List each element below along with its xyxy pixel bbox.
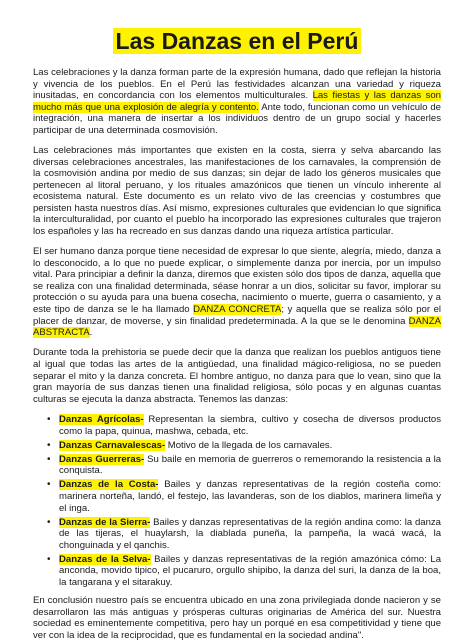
list-term: Danzas Carnavalescas-	[59, 439, 166, 451]
list-term: Danzas de la Sierra-	[59, 516, 151, 528]
list-item: • Danzas Guerreras- Su baile en memoria de guerreros o rememorando la resistencia a la conquista.	[59, 454, 441, 477]
document-title: Las Danzas en el Perú	[33, 26, 441, 56]
list-item: • Danzas Agrícolas- Representan la siembra, cultivo y cosecha de diversos productos como la papa, quinua, mashwa, cebada, etc.	[59, 414, 441, 437]
highlighted-sentence: Las fiestas y las danzas son mucho más que una explosión de alegría y contento.	[33, 90, 441, 113]
list-item: • Danzas de la Costa- Bailes y danzas representativas de la región costeña como: marinera norteña, landó, el festejo, las lavanderas, son de los diablos, marinera limeña y el inga.	[59, 479, 441, 514]
list-item: • Danzas de la Sierra- Bailes y danzas representativas de la región andina como: la danza de las tijeras, el huaylarsh, la diablada puneña, la pampeña, la wacá wacá, la chonguinada y el qanchis.	[59, 517, 441, 552]
list-term: Danzas de la Costa-	[59, 479, 159, 491]
list-item: • Danzas Carnavalescas- Motivo de la llegada de los carnavales.	[59, 440, 441, 452]
prehistory-paragraph: Durante toda la prehistoria se puede decir que la danza que realizan los pueblos antiguos tiene al igual que todas las artes de la antigüedad, una finalidad mágico-religiosa, no se pueden separar el mito y la danza concreta. El hombre antiguo, no danza para que lo vean, sino que la gran mayoría de sus danzas tienen una finalidad religiosa, sólo pocas y en algunas cuantas culturas se ejecuta la danza abstracta. Tenemos las danzas:	[33, 347, 441, 405]
dance-types-paragraph: El ser humano danza porque tiene necesidad de expresar lo que siente, alegría, miedo, danza a lo desconocido, a lo que no puede explicar, o simplemente danza por inercia, por un impulso vital. Para principiar a definir la danza, diremos que existen sólo dos tipos de danza, aquella que se realiza con una finalidad determinada, séase honrar a un dios, solicitar su favor, implorar su protección o su ayuda para una buena cosecha, nacimiento o muerte, guerra o casamiento, y a este tipo de danza se le ha llamado DANZA CONCRETA; y aquella que se realiza sólo por el placer de danzar, de moverse, y sin finalidad predeterminada. A la que se le denomina DANZA ABSTRACTA.	[33, 246, 442, 339]
dance-list	[33, 414, 441, 589]
list-term: Danzas Agrícolas-	[59, 413, 144, 425]
highlight-danza-abstracta: DANZA ABSTRACTA	[33, 315, 441, 339]
conclusion-paragraph: En conclusión nuestro país se encuentra ubicado en una zona privilegiada donde nacieron y se desarrollaron las más antiguas y prósperas culturas originarias de América del sur. Nuestra sociedad es eminentemente competitiva, pero hay un porqué en esa competitividad y tiene que ver con la idea de la reciprocidad, que es fundamental en la sociedad andina".	[33, 595, 441, 641]
highlight-danza-concreta: DANZA CONCRETA	[193, 303, 282, 315]
list-term: Danzas Guerreras-	[59, 453, 145, 465]
intro-paragraph: Las celebraciones y la danza forman parte de la expresión humana, dado que reflejan la historia y vivencia de los pueblos. En el Perú las festividades alcanzan una variedad y riqueza inusitadas, en concordancia con los elementos multiculturales. Las fiestas y las danzas son mucho más que una explosión de alegría y contento. Ante todo, funcionan como un vehículo de integración, una manera de insertar a los individuos dentro de un grupo social y hacerles participar de una determinada cosmovisión.	[33, 67, 441, 136]
list-item: • Danzas de la Selva- Bailes y danzas representativas de la región amazónica cómo: La anconda, movido tipico, el pucaruro, orgullo shipibo, la danza del suri, la danza de la boa, la tangarana y el sitarakuy.	[59, 554, 441, 589]
list-term: Danzas de la Selva-	[59, 553, 151, 565]
celebrations-paragraph: Las celebraciones más importantes que existen en la costa, sierra y selva abarcando las diversas celebraciones ancestrales, las manifestaciones de los carnavales, la comprensión de la cosmovisión andina por medio de sus danzas; sin dejar de lado los géneros musicales que pertenecen al litoral peruano, y los rituales amazónicos que tienen un vínculo inherente al ecosistema natural. Este documento es un relato vivo de las creencias y costumbres que persisten hasta nuestros días. Así mismo, expresiones culturales que evidencian lo que significa la interculturalidad, por cuanto el pueblo ha incorporado las expresiones culturales que trajeron los españoles y las ha recreado en sus danzas dando una riqueza artística particular.	[33, 145, 441, 237]
